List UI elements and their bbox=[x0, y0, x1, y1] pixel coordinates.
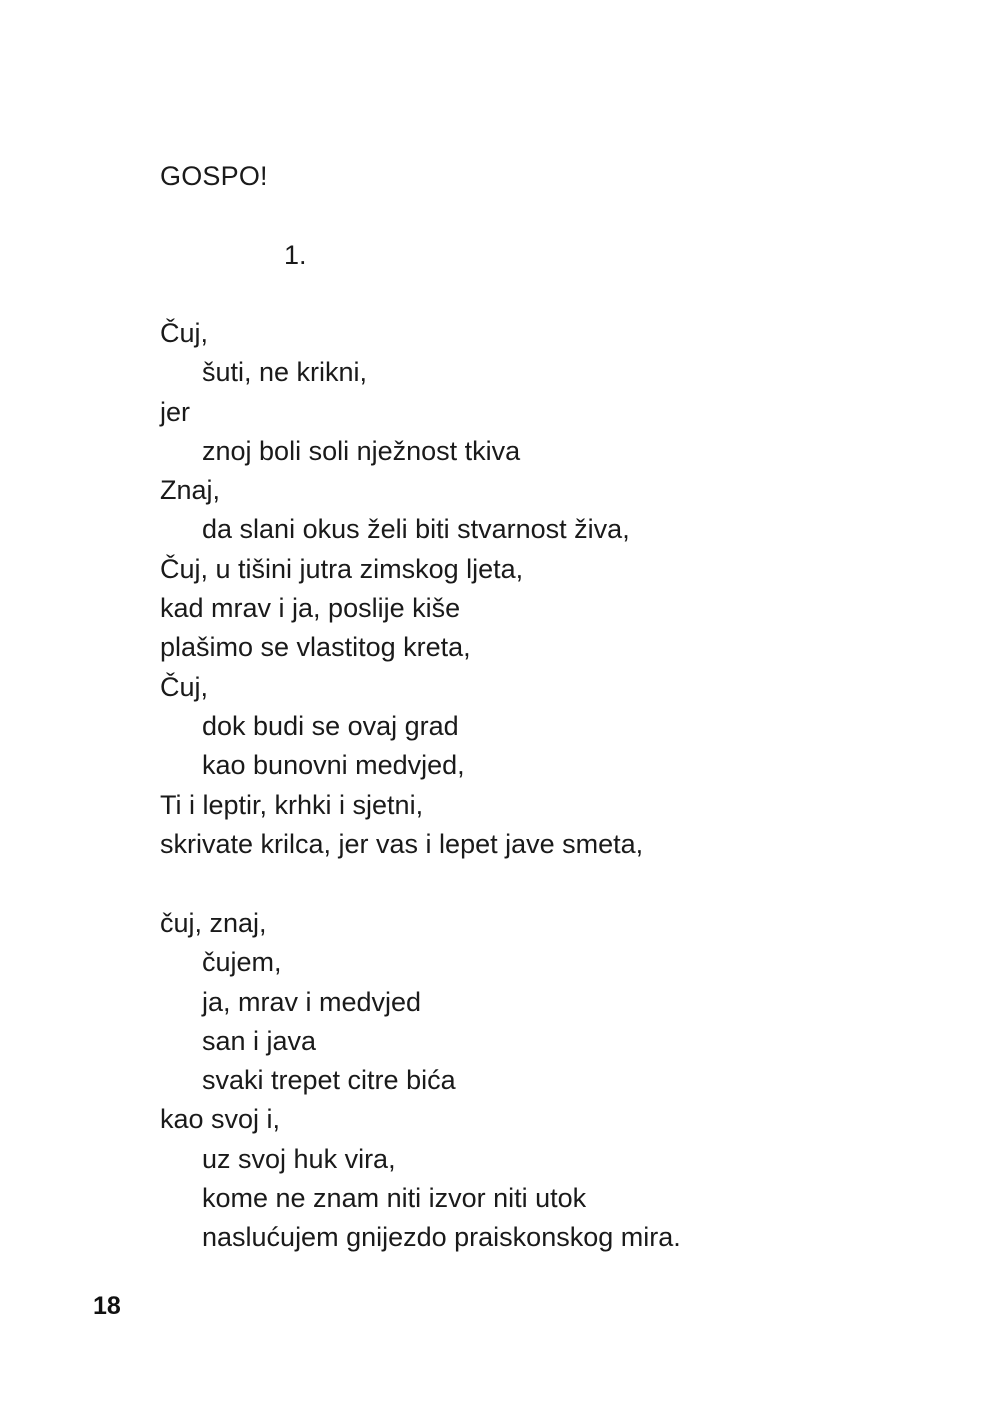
poem-line: znoj boli soli nježnost tkiva bbox=[202, 435, 521, 466]
poem-line: čujem, bbox=[202, 947, 282, 978]
poem-line: ja, mrav i medvjed bbox=[202, 986, 422, 1017]
page-number: 18 bbox=[93, 1292, 121, 1320]
poem-line: Znaj, bbox=[160, 475, 221, 506]
poem-line: kome ne znam niti izvor niti utok bbox=[202, 1183, 587, 1214]
section-number: 1. bbox=[284, 240, 307, 270]
stanza-2 bbox=[160, 904, 681, 1258]
poem-line: šuti, ne krikni, bbox=[202, 357, 368, 388]
poem-line: dok budi se ovaj grad bbox=[202, 710, 459, 741]
poem-line: plašimo se vlastitog kreta, bbox=[160, 632, 471, 663]
poem-line: kao bunovni medvjed, bbox=[202, 750, 465, 781]
poem-line: Čuj, u tišini jutra zimskog ljeta, bbox=[160, 553, 524, 584]
poem-line: uz svoj huk vira, bbox=[202, 1143, 396, 1174]
poem-line: naslućujem gnijezdo praiskonskog mira. bbox=[202, 1222, 681, 1253]
poem-line: čuj, znaj, bbox=[160, 908, 267, 938]
stanza-1 bbox=[160, 314, 643, 864]
poem-title: GOSPO! bbox=[160, 161, 268, 191]
poem-line: Čuj, bbox=[160, 318, 209, 348]
poem-line: san i java bbox=[202, 1025, 317, 1056]
poem-line: kad mrav i ja, poslije kiše bbox=[160, 593, 461, 624]
poem-line: da slani okus želi biti stvarnost živa, bbox=[202, 514, 630, 545]
poem-line: svaki trepet citre bića bbox=[202, 1065, 456, 1096]
poem-line: Čuj, bbox=[160, 671, 209, 702]
poem-line: jer bbox=[160, 396, 191, 427]
poem-line: kao svoj i, bbox=[160, 1104, 281, 1135]
poem-line: Ti i leptir, krhki i sjetni, bbox=[160, 789, 424, 820]
poem-line: skrivate krilca, jer vas i lepet jave smeta, bbox=[160, 828, 644, 859]
